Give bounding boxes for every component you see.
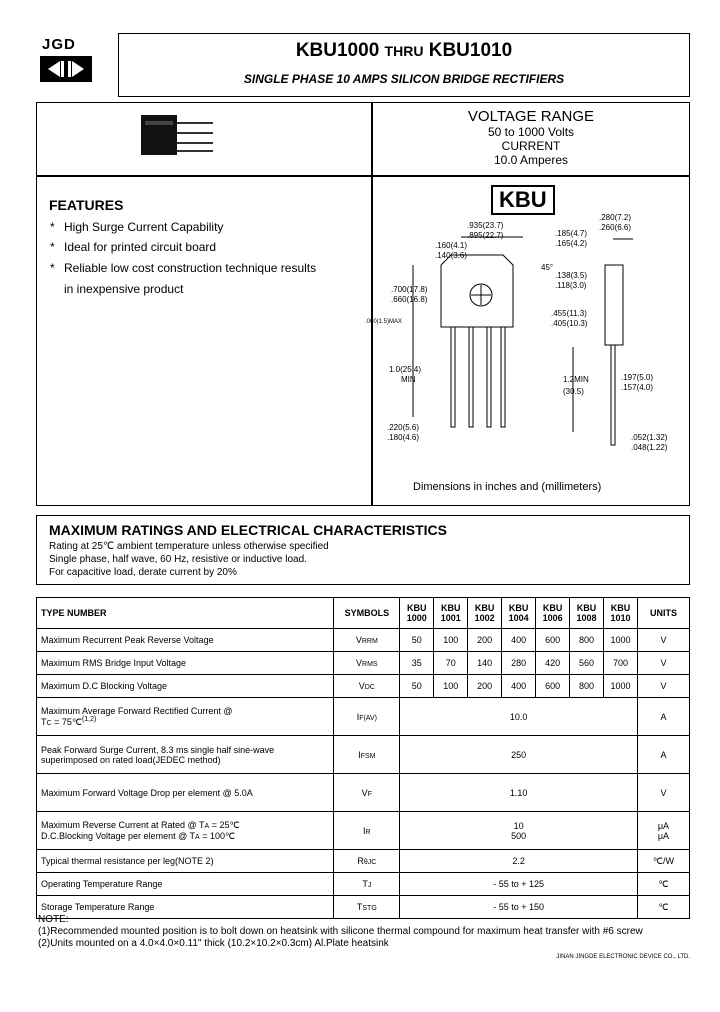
dimension-label: .180(4.6) <box>387 433 420 442</box>
company-name: JINAN JINGDE ELECTRONIC DEVICE CO., LTD. <box>556 954 690 960</box>
header-units: UNITS <box>637 598 689 629</box>
bullet: * <box>50 240 55 254</box>
header-part: KBU 1000 <box>400 598 434 629</box>
dimension-label: .048(1.22) <box>631 443 668 452</box>
table-row: Peak Forward Surge Current, 8.3 ms single half sine-wave superimposed on rated load(JEDEC method) IFSM 250 A <box>37 736 690 774</box>
features-title: FEATURES <box>49 197 124 213</box>
note-1: (1)Recommended mounted position is to bolt down on heatsink with silicone thermal compound for maximum heat transfer with #6 screw <box>38 926 643 937</box>
dimension-label: .060(1.5)MAX <box>365 319 403 325</box>
header-part: KBU 1002 <box>468 598 502 629</box>
dimension-label: .455(11.3) <box>551 309 587 318</box>
header-part: KBU 1006 <box>536 598 570 629</box>
table-row: Maximum Average Forward Rectified Current @ TC = 75℃$^{(1,2)}$ IF(AV) 10.0 A <box>37 698 690 736</box>
table-row: Operating Temperature Range TJ - 55 to + 125 ℃ <box>37 873 690 896</box>
dimension-label: .935(23.7) <box>467 221 504 230</box>
logo <box>40 36 100 86</box>
logo-text: JGD <box>42 36 76 53</box>
component-photo <box>137 111 217 161</box>
photo-box <box>36 102 372 176</box>
dimension-label: MIN <box>401 375 416 384</box>
dimension-label: .700(17.8) <box>391 285 428 294</box>
voltage-range-label: VOLTAGE RANGE <box>467 108 595 125</box>
title-box <box>118 33 690 97</box>
header-part: KBU 1001 <box>434 598 468 629</box>
title-part1: KBU1000 <box>295 40 380 61</box>
feature-item: * Ideal for printed circuit board <box>50 240 217 254</box>
package-name: KBU <box>491 185 555 215</box>
current-label: CURRENT <box>501 139 561 153</box>
ratings-box <box>36 515 690 585</box>
dimension-label: .140(3.6) <box>435 251 468 260</box>
header-symbols: SYMBOLS <box>334 598 400 629</box>
diode-logo-icon <box>40 56 92 82</box>
subtitle: SINGLE PHASE 10 AMPS SILICON BRIDGE RECTIFIERS <box>243 72 565 86</box>
package-outline-drawing <box>373 177 689 477</box>
feature-item: in inexpensive product <box>64 282 184 296</box>
table-row: Maximum Recurrent Peak Reverse Voltage VRRM 50 100 200 400 600 800 1000 V <box>37 629 690 652</box>
table-header-row <box>37 598 690 629</box>
dimension-label: .260(6.6) <box>599 223 632 232</box>
dimension-label: .160(4.1) <box>435 241 468 250</box>
dimension-label: 1.0(25.4) <box>389 365 422 374</box>
dimension-label: .138(3.5) <box>555 271 588 280</box>
dimension-label: .052(1.32) <box>631 433 668 442</box>
note-2: (2)Units mounted on a 4.0×4.0×0.11" thick (10.2×10.2×0.3cm) Al.Plate heatsink <box>38 938 389 949</box>
dimension-label: .220(5.6) <box>387 423 420 432</box>
ratings-note: For capacitive load, derate current by 20% <box>49 567 237 578</box>
dimension-label: (30.5) <box>563 387 584 396</box>
dimension-label: .118(3.0) <box>555 281 587 290</box>
table-row: Maximum Reverse Current at Rated @ TA = 25℃ D.C.Blocking Voltage per element @ TA = 100℃ IR 10 500 μA μA <box>37 812 690 850</box>
header-part: KBU 1008 <box>570 598 604 629</box>
table-row: Maximum Forward Voltage Drop per element @ 5.0A VF 1.10 V <box>37 774 690 812</box>
dimension-label: .197(5.0) <box>621 373 654 382</box>
bullet: * <box>50 220 55 234</box>
current-value: 10.0 Amperes <box>493 153 569 167</box>
dimensions-caption: Dimensions in inches and (millimeters) <box>413 481 602 493</box>
dimension-label: .165(4.2) <box>555 239 588 248</box>
dimension-label: .280(7.2) <box>599 213 632 222</box>
ratings-note: Single phase, half wave, 60 Hz, resistive or inductive load. <box>49 554 307 565</box>
table-row: Maximum RMS Bridge Input Voltage VRMS 35 70 140 280 420 560 700 V <box>37 652 690 675</box>
title-part2: KBU1010 <box>428 40 513 61</box>
page-title <box>119 40 689 62</box>
table-row: Storage Temperature Range TSTG - 55 to + 150 ℃ <box>37 896 690 919</box>
title-thru: THRU <box>384 43 424 59</box>
table-row: Maximum D.C Blocking Voltage VDC 50 100 200 400 600 800 1000 V <box>37 675 690 698</box>
dimension-label: .157(4.0) <box>621 383 654 392</box>
dimension-label: 45° <box>541 263 554 272</box>
header-part: KBU 1010 <box>604 598 638 629</box>
voltage-range-value: 50 to 1000 Volts <box>487 125 575 139</box>
voltage-range-box <box>372 102 690 176</box>
table-row: Typical thermal resistance per leg(NOTE 2) RθJC 2.2 ℃/W <box>37 850 690 873</box>
header-type-number: TYPE NUMBER <box>37 598 334 629</box>
header-part: KBU 1004 <box>502 598 536 629</box>
ratings-table <box>36 597 690 919</box>
ratings-title: MAXIMUM RATINGS AND ELECTRICAL CHARACTERISTICS <box>49 522 447 538</box>
package-drawing-box <box>365 176 690 506</box>
feature-item: * Reliable low cost construction technique results <box>50 261 317 275</box>
ratings-note: Rating at 25℃ ambient temperature unless otherwise specified <box>49 541 329 552</box>
dimension-label: .405(10.3) <box>551 319 588 328</box>
feature-item: * High Surge Current Capability <box>50 220 224 234</box>
dimension-label: .895(22.7) <box>467 231 504 240</box>
dimension-label: 1.2MIN <box>563 375 589 384</box>
bullet: * <box>50 261 55 275</box>
dimension-label: .660(16.8) <box>391 295 428 304</box>
note-title: NOTE: <box>38 914 69 925</box>
dimension-label: .185(4.7) <box>555 229 588 238</box>
